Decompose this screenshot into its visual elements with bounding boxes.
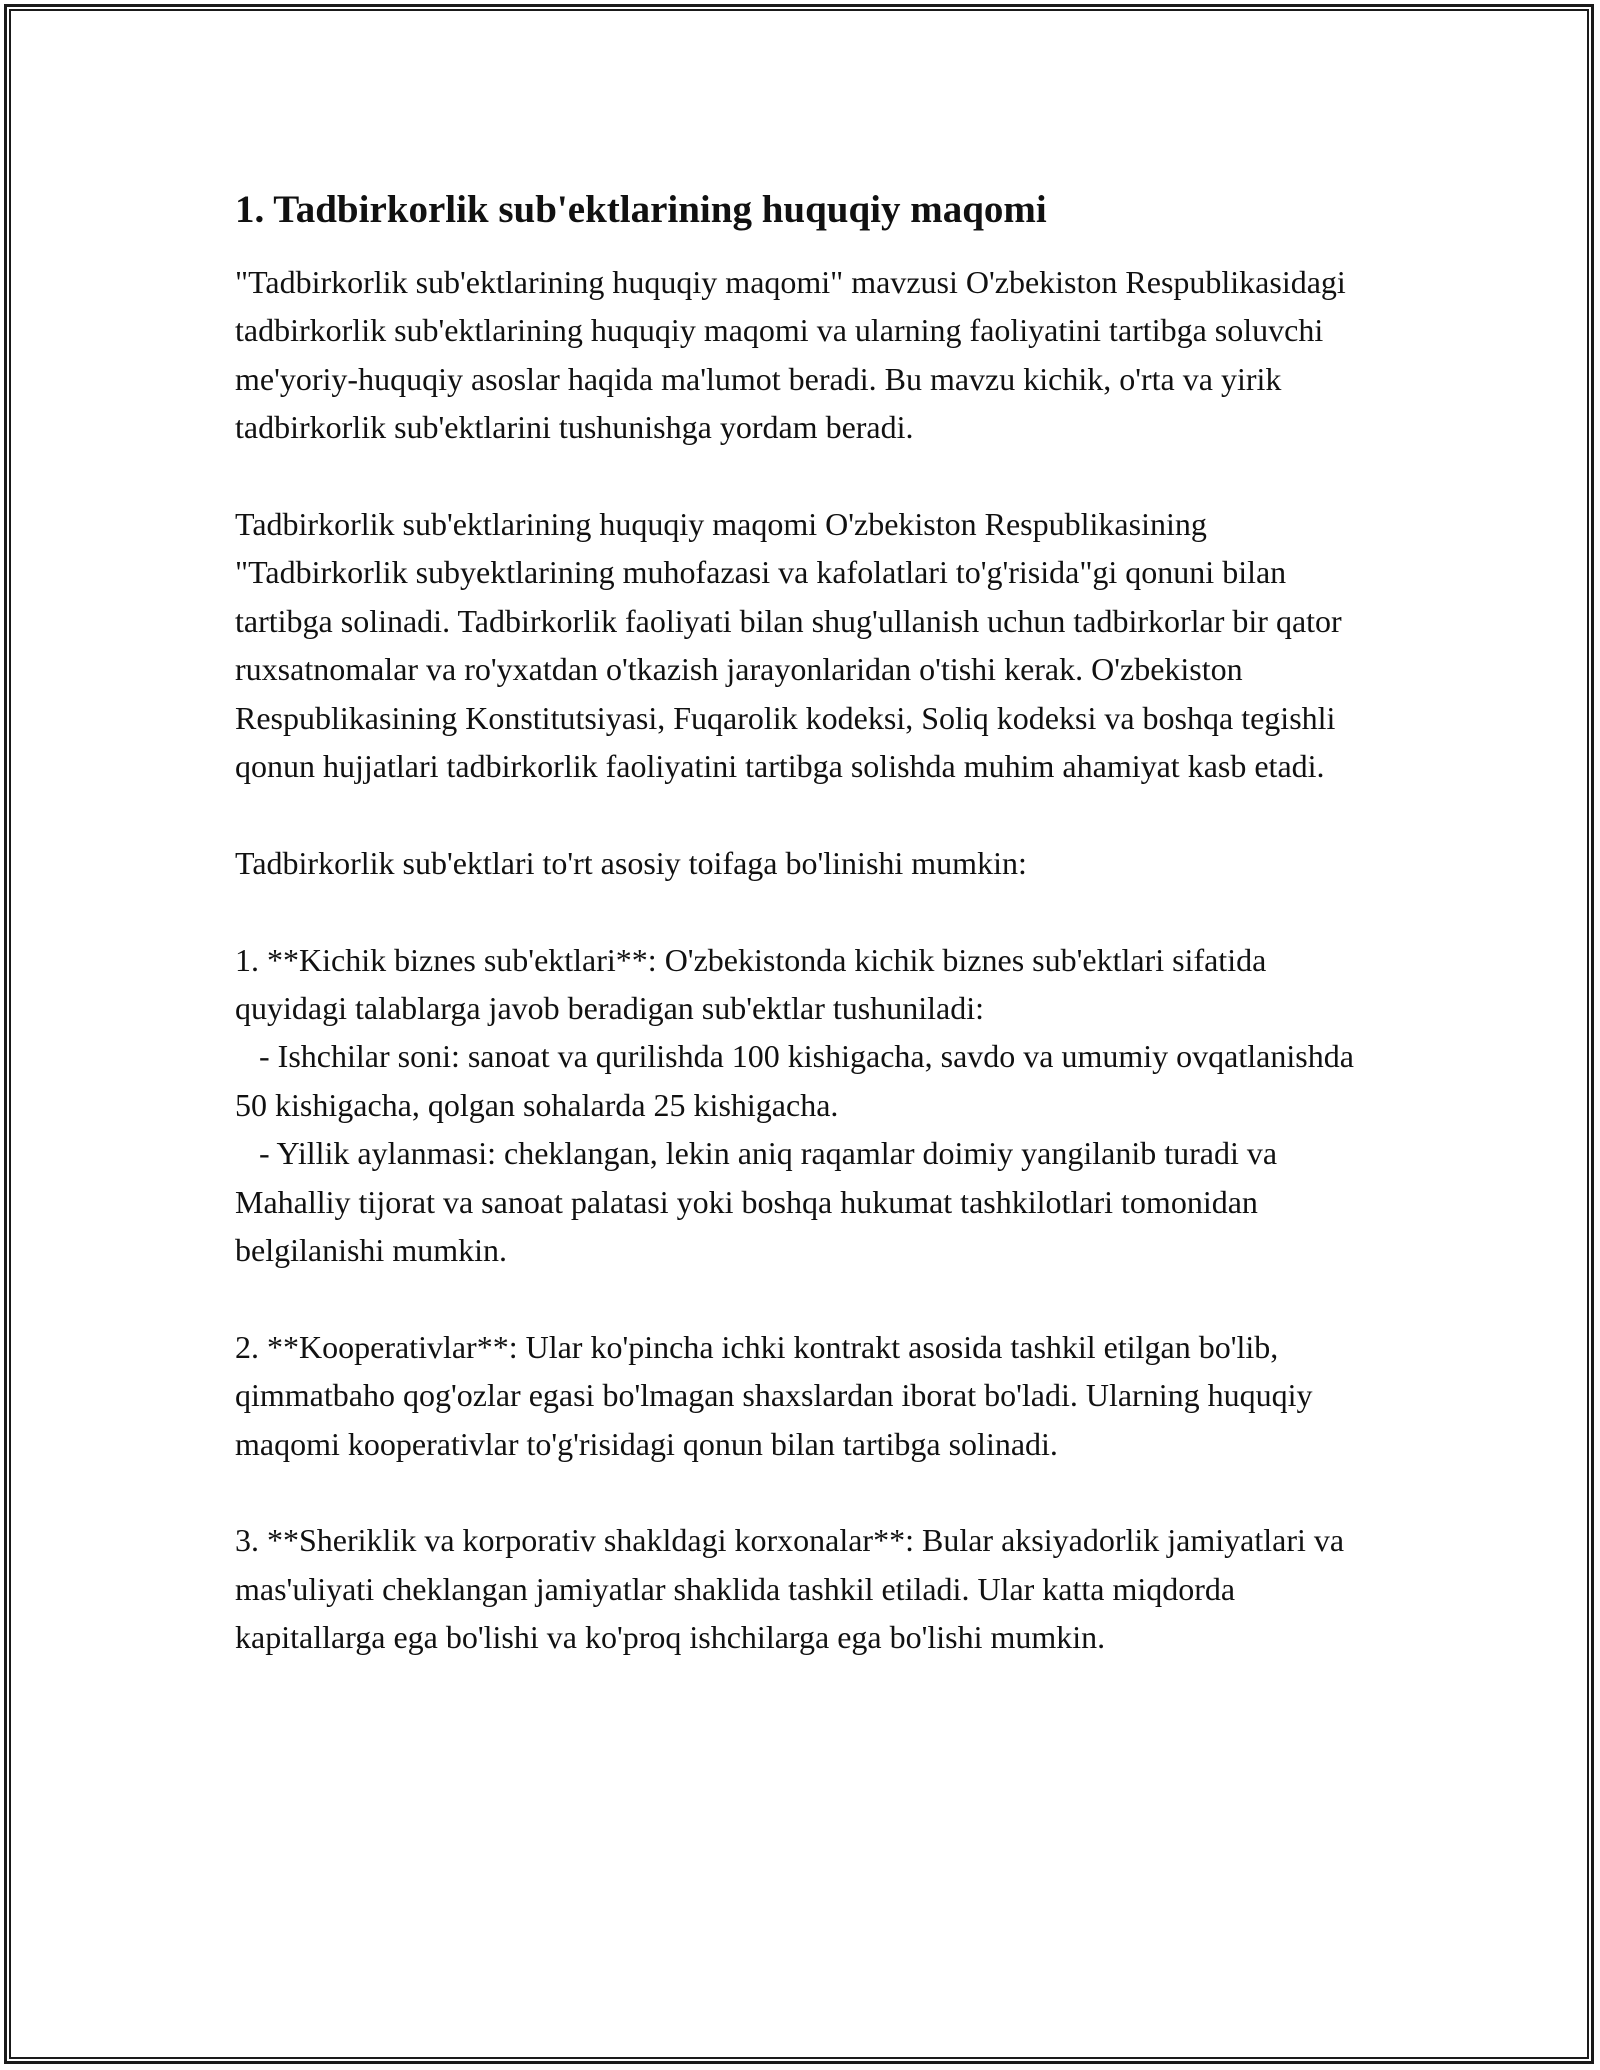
list-item-corporations: 3. **Sheriklik va korporativ shakldagi korxonalar**: Bular aksiyadorlik jamiyatlari va mas'uliyati cheklangan jamiyatlar shaklida tashkil etiladi. Ular katta miqdorda kapitallarga ega bo'lishi va ko'proq ishchilarga ega bo'lishi mumkin. — [235, 1522, 1345, 1656]
paragraph-gap — [235, 887, 1375, 935]
paragraph-gap — [235, 452, 1375, 500]
list-subitem-employees: - Ishchilar soni: sanoat va qurilishda 100 kishigacha, savdo va umumiy ovqatlanishda 50 kishigacha, qolgan sohalarda 25 kishigacha. — [235, 1038, 1362, 1123]
categories-intro: Tadbirkorlik sub'ektlari to'rt asosiy toifaga bo'linishi mumkin: — [235, 844, 1027, 881]
paragraph-gap — [235, 790, 1375, 838]
paragraph-gap — [235, 1468, 1375, 1516]
paragraph-gap — [235, 1274, 1375, 1322]
document-body — [235, 186, 1375, 1662]
list-item-lead: 1. **Kichik biznes sub'ektlari**: O'zbekistonda kichik biznes sub'ektlari sifatida quyidagi talablarga javob beradigan sub'ektlar tushuniladi: — [235, 941, 1267, 1027]
legal-basis-paragraph: Tadbirkorlik sub'ektlarining huquqiy maqomi O'zbekiston Respublikasining "Tadbirkorlik subyektlarining muhofazasi va kafolatlari to'g'risida"gi qonuni bilan tartibga solinadi. Tadbirkorlik faoliyati bilan shug'ullanish uchun tadbirkorlar bir qator ruxsatnomalar va ro'yxatdan o'tkazish jarayonlaridan o'tishi kerak. O'zbekiston Respublikasining Konstitutsiyasi, Fuqarolik kodeksi, Soliq kodeksi va boshqa tegishli qonun hujjatlari tadbirkorlik faoliyatini tartibga solishda muhim ahamiyat kasb etadi. — [235, 506, 1342, 785]
list-subitem-turnover: - Yillik aylanmasi: cheklangan, lekin aniq raqamlar doimiy yangilanib turadi va Mahalliy tijorat va sanoat palatasi yoki boshqa hukumat tashkilotlari tomonidan belgilanishi mumkin. — [235, 1135, 1286, 1269]
list-item-cooperatives: 2. **Kooperativlar**: Ular ko'pincha ichki kontrakt asosida tashkil etilgan bo'lib, qimmatbaho qog'ozlar egasi bo'lmagan shaxslardan iborat bo'ladi. Ularning huquqiy maqomi kooperativlar to'g'risidagi qonun bilan tartibga solinadi. — [235, 1328, 1313, 1462]
document-title: 1. Tadbirkorlik sub'ektlarining huquqiy maqomi — [235, 188, 1047, 231]
list-item-small-business — [235, 936, 1375, 1275]
intro-paragraph: "Tadbirkorlik sub'ektlarining huquqiy maqomi" mavzusi O'zbekiston Respublikasidagi tadbirkorlik sub'ektlarining huquqiy maqomi va ularning faoliyatini tartibga soluvchi me'yoriy-huquqiy asoslar haqida ma'lumot beradi. Bu mavzu kichik, o'rta va yirik tadbirkorlik sub'ektlarini tushunishga yordam beradi. — [235, 264, 1346, 446]
